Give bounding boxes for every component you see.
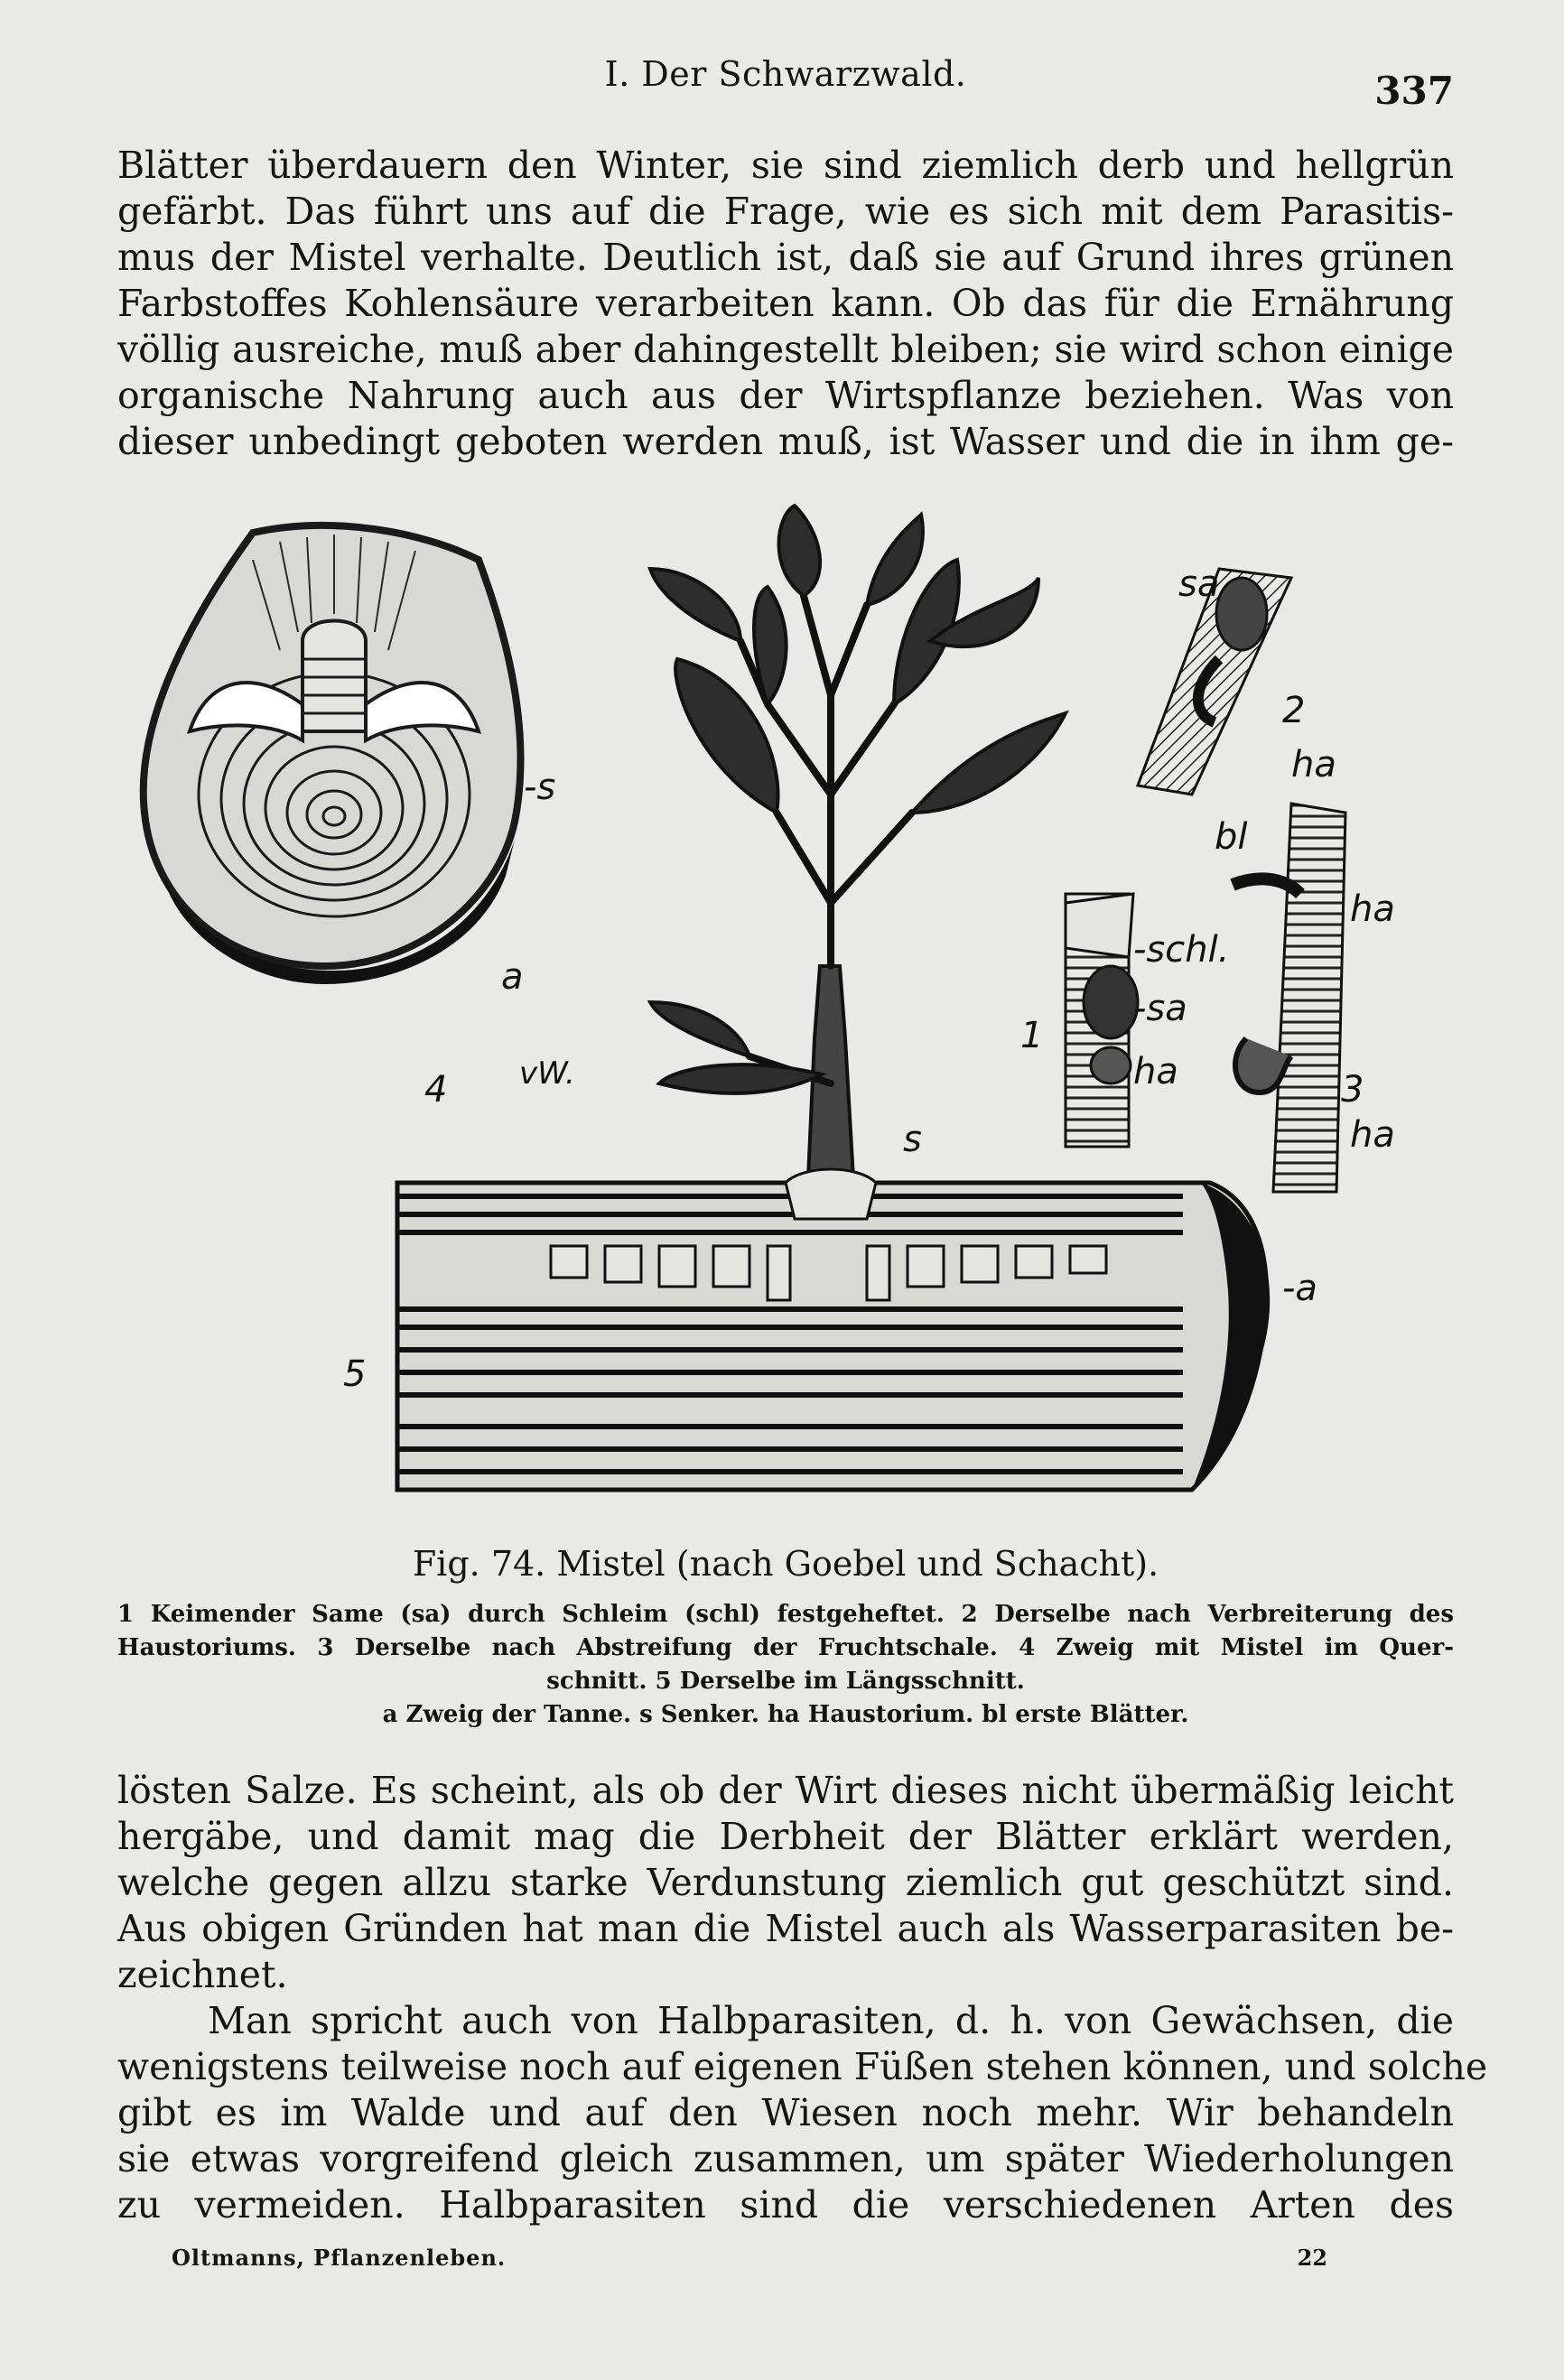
mistletoe-illustration <box>117 497 1454 1526</box>
caption-line: 1 Keimender Same (sa) durch Schleim (schl) festgeheftet. 2 Derselbe nach Verbreiterung des <box>117 1601 1454 1628</box>
caption-line: Haustoriums. 3 Derselbe nach Abstreifung der Fruchtschale. 4 Zweig mit Mistel im Quer- <box>117 1634 1454 1661</box>
text-line: Aus obigen Gründen hat man die Mistel auch als Wasserparasiten be- <box>117 1907 1454 1950</box>
seedling-stages-drawing <box>1020 563 1395 1192</box>
page-footer <box>117 2245 1454 2281</box>
text-line: lösten Salze. Es scheint, als ob der Wirt dieses nicht übermäßig leicht <box>117 1769 1454 1812</box>
text-line: organische Nahrung auch aus der Wirtspflanze beziehen. Was von <box>117 374 1454 417</box>
label-vw: vW. <box>519 1055 575 1092</box>
page-number: 337 <box>1374 69 1454 113</box>
figure-caption <box>117 1598 1454 1732</box>
label-ha-part1: ha <box>1133 1051 1178 1092</box>
label-sa-part2: sa <box>1178 563 1220 605</box>
label-sa-part1: -sa <box>1133 988 1187 1029</box>
label-1: 1 <box>1020 1015 1044 1056</box>
text-line: gibt es im Walde und auf den Wiesen noch mehr. Wir behandeln <box>117 2091 1454 2134</box>
label-schl: -schl. <box>1133 929 1230 971</box>
text-line: mus der Mistel verhalte. Deutlich ist, daß sie auf Grund ihres grünen <box>117 236 1454 279</box>
label-5: 5 <box>343 1353 367 1395</box>
text-line: Man spricht auch von Halbparasiten, d. h. von Gewächsen, die <box>208 1999 1454 2042</box>
text-line: sie etwas vorgreifend gleich zusammen, um später Wiederholungen <box>117 2137 1454 2180</box>
label-a-part4: a <box>501 956 524 998</box>
label-s-part5: s <box>903 1119 922 1160</box>
mistletoe-plant-drawing <box>650 506 1066 1178</box>
mistletoe-figure <box>117 497 1454 1526</box>
footer-signature: Oltmanns, Pflanzenleben. <box>172 2245 507 2271</box>
text-line: welche gegen allzu starke Verdunstung ziemlich gut geschützt sind. <box>117 1861 1454 1904</box>
text-line: Blätter überdauern den Winter, sie sind ziemlich derb und hellgrün <box>117 144 1454 187</box>
bottom-paragraph-1 <box>117 1768 1454 1998</box>
top-paragraph <box>117 143 1454 465</box>
label-bl: bl <box>1215 816 1248 858</box>
footer-sheet-number: 22 <box>1297 2245 1327 2271</box>
label-a-part5: -a <box>1282 1268 1317 1309</box>
label-3: 3 <box>1341 1069 1364 1111</box>
text-line: zeichnet. <box>117 1953 288 1996</box>
text-line: hergäbe, und damit mag die Derbheit der Blätter erklärt werden, <box>117 1815 1454 1858</box>
running-title: I. Der Schwarzwald. <box>604 54 967 94</box>
text-line: gefärbt. Das führt uns auf die Frage, wie es sich mit dem Parasitis- <box>117 190 1454 233</box>
text-line: völlig ausreiche, muß aber dahingestellt bleiben; sie wird schon einige <box>117 328 1454 371</box>
label-s-part4: -s <box>524 767 556 808</box>
label-ha-part2: ha <box>1291 744 1336 786</box>
label-ha-part3-top: ha <box>1350 888 1395 930</box>
figure-title: Fig. 74. Mistel (nach Goebel und Schacht). <box>412 1544 1159 1584</box>
bottom-paragraph-2 <box>117 1998 1488 2228</box>
text-line: dieser unbedingt geboten werden muß, ist Wasser und die in ihm ge- <box>117 420 1454 463</box>
text-line: Farbstoffes Kohlensäure verarbeiten kann. Ob das für die Ernährung <box>117 282 1454 325</box>
label-4: 4 <box>424 1069 448 1111</box>
running-head <box>117 51 1454 113</box>
caption-line: a Zweig der Tanne. s Senker. ha Haustorium. bl erste Blätter. <box>382 1701 1189 1728</box>
text-line: zu vermeiden. Halbparasiten sind die verschiedenen Arten des <box>117 2183 1454 2227</box>
caption-line: schnitt. 5 Derselbe im Längsschnitt. <box>546 1668 1025 1695</box>
longitudinal-section-drawing <box>343 1119 1317 1490</box>
cross-section-drawing <box>144 525 575 1111</box>
text-line: wenigstens teilweise noch auf eigenen Füßen stehen können, und solche <box>117 2045 1488 2088</box>
label-2: 2 <box>1282 690 1306 731</box>
label-ha-part3-bottom: ha <box>1350 1114 1395 1156</box>
